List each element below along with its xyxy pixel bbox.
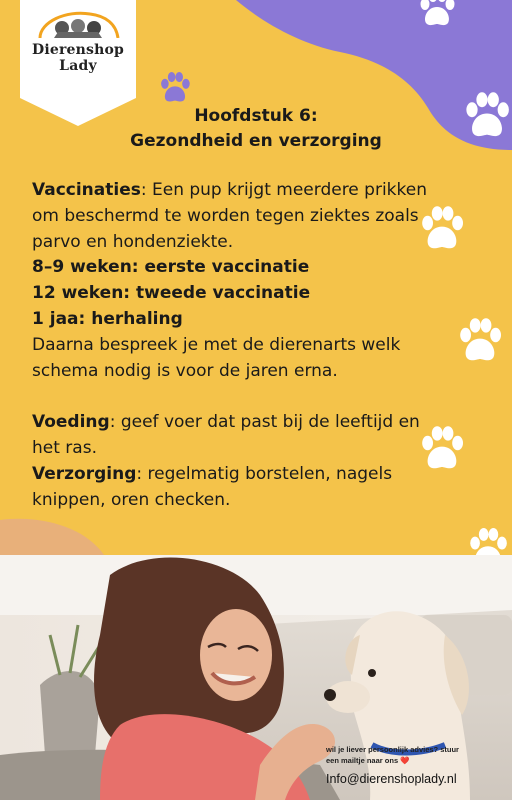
advice-text: wil je liever persoonlijk advies? stuur een mailtje naar ons ❤️: [326, 745, 459, 765]
vaccinations-intro-line: om beschermd te worden tegen ziektes zoals: [32, 205, 419, 226]
paw-print-icon: [410, 0, 464, 28]
chapter-title: Gezondheid en verzorging: [130, 131, 382, 151]
brand-name: Dierenshop Lady: [31, 42, 124, 74]
content-body: [32, 178, 472, 513]
spacer: [32, 384, 472, 410]
contact-email-link[interactable]: Info@dierenshoplady.nl: [326, 772, 457, 786]
vaccinations-label: Vaccinaties: [32, 180, 141, 200]
heart-icon: ❤️: [400, 756, 410, 765]
vaccination-schedule-item: 12 weken: tweede vaccinatie: [32, 283, 311, 304]
vaccinations-intro: Vaccinaties: Een pup krijgt meerdere prikken: [32, 180, 427, 200]
vaccinations-followup: Daarna bespreek je met de dierenarts welk: [32, 334, 401, 355]
paw-print-icon: [158, 72, 192, 104]
vaccination-schedule-item: 1 jaa: herhaling: [32, 308, 183, 329]
pets-logo-icon: [36, 8, 120, 38]
care-paragraph-line: knippen, oren checken.: [32, 489, 231, 510]
feeding-paragraph-line: het ras.: [32, 437, 97, 458]
care-label: Verzorging: [32, 463, 137, 484]
vaccination-schedule-item: 8–9 weken: eerste vaccinatie: [32, 257, 310, 278]
care-paragraph: Verzorging: regelmatig borstelen, nagels: [32, 463, 393, 484]
feeding-paragraph: Voeding: geef voer dat past bij de leeftijd en: [32, 412, 420, 433]
vaccinations-intro-line: parvo en hondenziekte.: [32, 231, 234, 252]
chapter-number: Hoofdstuk 6:: [194, 106, 318, 126]
vaccinations-followup: schema nodig is voor de jaren erna.: [32, 360, 338, 381]
feeding-label: Voeding: [32, 412, 110, 433]
paw-print-icon: [466, 528, 510, 556]
